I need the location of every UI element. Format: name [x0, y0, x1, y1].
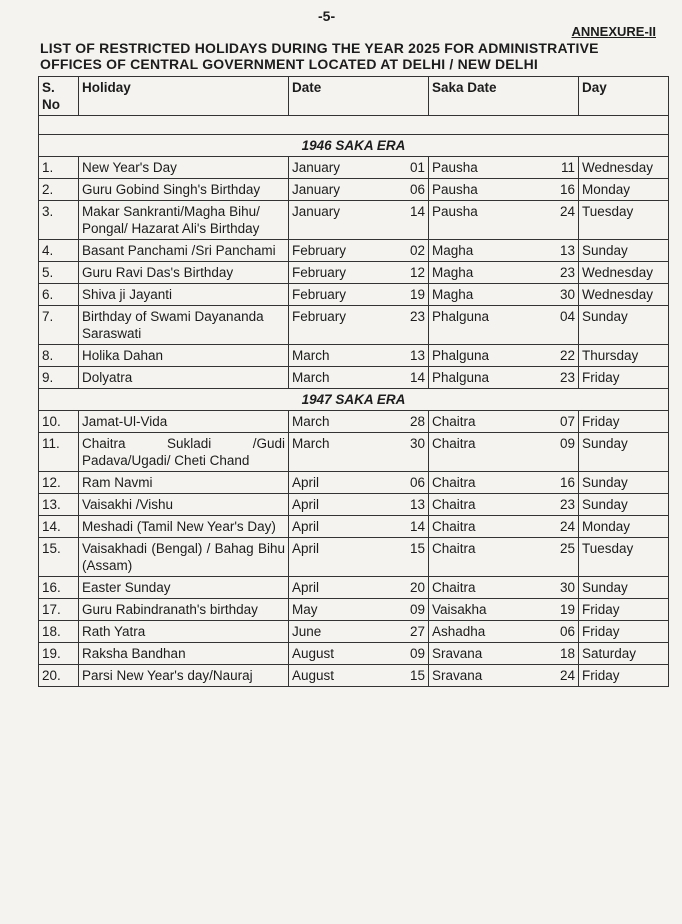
date-month: April: [292, 519, 320, 534]
table-row: [39, 538, 669, 577]
weekday: Friday: [579, 599, 669, 621]
date-month: April: [292, 497, 320, 512]
date-month: April: [292, 580, 320, 595]
date-month: January: [292, 204, 341, 219]
saka-date-cell: [429, 179, 579, 201]
date-day-number: 01: [409, 160, 425, 175]
weekday: Sunday: [579, 240, 669, 262]
date-day-number: 20: [409, 580, 425, 595]
table-row: [39, 472, 669, 494]
saka-date-cell: [429, 157, 579, 179]
saka-month: Magha: [432, 287, 474, 302]
serial-number: 6.: [39, 284, 79, 306]
serial-number: 13.: [39, 494, 79, 516]
weekday: Wednesday: [579, 262, 669, 284]
table-row: [39, 599, 669, 621]
saka-day-number: 16: [559, 182, 575, 197]
saka-date-cell: [429, 201, 579, 240]
table-row: [39, 643, 669, 665]
serial-number: 10.: [39, 411, 79, 433]
serial-number: 14.: [39, 516, 79, 538]
title-line-2: OFFICES OF CENTRAL GOVERNMENT LOCATED AT DELHI / NEW DELHI: [40, 56, 538, 72]
serial-number: 9.: [39, 367, 79, 389]
saka-day-number: 11: [560, 160, 575, 175]
saka-day-number: 24: [559, 668, 575, 683]
table-row: [39, 665, 669, 687]
table-row: [39, 179, 669, 201]
serial-number: 15.: [39, 538, 79, 577]
serial-number: 17.: [39, 599, 79, 621]
date-month: April: [292, 541, 320, 556]
date-cell: [289, 411, 429, 433]
weekday: Friday: [579, 367, 669, 389]
era-heading-1947: 1947 SAKA ERA: [39, 389, 669, 411]
date-day-number: 14: [409, 519, 425, 534]
saka-month: Chaitra: [432, 580, 476, 595]
holiday-name: Vaisakhadi (Bengal) / Bahag Bihu (Assam): [79, 538, 289, 577]
date-month: March: [292, 370, 330, 385]
saka-day-number: 19: [559, 602, 575, 617]
table-row: [39, 306, 669, 345]
weekday: Monday: [579, 179, 669, 201]
date-month: June: [292, 624, 322, 639]
spacer-row: [39, 116, 669, 135]
date-month: January: [292, 182, 341, 197]
saka-date-cell: [429, 306, 579, 345]
header-day: Day: [579, 77, 669, 116]
page-number: -5-: [318, 8, 336, 24]
saka-day-number: 24: [559, 204, 575, 219]
date-day-number: 23: [409, 309, 425, 324]
date-month: February: [292, 265, 347, 280]
date-cell: [289, 643, 429, 665]
saka-day-number: 23: [559, 370, 575, 385]
table-row: [39, 367, 669, 389]
saka-month: Pausha: [432, 160, 478, 175]
holiday-table-body: [39, 116, 669, 687]
serial-number: 8.: [39, 345, 79, 367]
date-day-number: 15: [409, 668, 425, 683]
saka-day-number: 13: [559, 243, 575, 258]
holiday-name: Guru Ravi Das's Birthday: [79, 262, 289, 284]
saka-day-number: 30: [559, 580, 575, 595]
weekday: Tuesday: [579, 201, 669, 240]
holiday-name: Guru Rabindranath's birthday: [79, 599, 289, 621]
holiday-name: Raksha Bandhan: [79, 643, 289, 665]
saka-month: Phalguna: [432, 348, 490, 363]
saka-date-cell: [429, 665, 579, 687]
saka-day-number: 23: [559, 265, 575, 280]
date-cell: [289, 306, 429, 345]
date-month: May: [292, 602, 318, 617]
saka-month: Phalguna: [432, 309, 490, 324]
date-cell: [289, 179, 429, 201]
weekday: Saturday: [579, 643, 669, 665]
saka-day-number: 30: [559, 287, 575, 302]
saka-month: Sravana: [432, 668, 483, 683]
date-month: February: [292, 287, 347, 302]
date-cell: [289, 284, 429, 306]
date-cell: [289, 665, 429, 687]
weekday: Sunday: [579, 577, 669, 599]
table-row: [39, 621, 669, 643]
date-month: August: [292, 668, 335, 683]
weekday: Tuesday: [579, 538, 669, 577]
date-cell: [289, 516, 429, 538]
serial-number: 3.: [39, 201, 79, 240]
serial-number: 4.: [39, 240, 79, 262]
date-cell: [289, 240, 429, 262]
date-cell: [289, 345, 429, 367]
header-row: [39, 77, 669, 116]
date-day-number: 30: [409, 436, 425, 451]
weekday: Monday: [579, 516, 669, 538]
weekday: Friday: [579, 621, 669, 643]
table-row: [39, 240, 669, 262]
saka-month: Pausha: [432, 204, 478, 219]
title-line-1: LIST OF RESTRICTED HOLIDAYS DURING THE YEAR 2025 FOR ADMINISTRATIVE: [40, 40, 599, 56]
saka-day-number: 25: [559, 541, 575, 556]
date-month: April: [292, 475, 320, 490]
serial-number: 2.: [39, 179, 79, 201]
date-day-number: 09: [409, 646, 425, 661]
saka-month: Vaisakha: [432, 602, 487, 617]
date-cell: [289, 599, 429, 621]
date-month: February: [292, 243, 347, 258]
date-day-number: 19: [409, 287, 425, 302]
saka-day-number: 04: [559, 309, 575, 324]
weekday: Sunday: [579, 472, 669, 494]
date-cell: [289, 472, 429, 494]
weekday: Wednesday: [579, 157, 669, 179]
annexure-label: ANNEXURE-II: [571, 24, 656, 39]
date-day-number: 12: [409, 265, 425, 280]
saka-day-number: 18: [559, 646, 575, 661]
saka-day-number: 23: [559, 497, 575, 512]
date-month: August: [292, 646, 335, 661]
saka-month: Pausha: [432, 182, 478, 197]
holiday-name: Parsi New Year's day/Nauraj: [79, 665, 289, 687]
holiday-name: Guru Gobind Singh's Birthday: [79, 179, 289, 201]
weekday: Sunday: [579, 433, 669, 472]
table-row: [39, 157, 669, 179]
saka-date-cell: [429, 240, 579, 262]
serial-number: 5.: [39, 262, 79, 284]
saka-month: Chaitra: [432, 541, 476, 556]
saka-day-number: 22: [559, 348, 575, 363]
date-day-number: 14: [409, 204, 425, 219]
saka-day-number: 16: [559, 475, 575, 490]
header-saka-date: Saka Date: [429, 77, 579, 116]
saka-month: Ashadha: [432, 624, 486, 639]
saka-month: Chaitra: [432, 519, 476, 534]
table-row: [39, 345, 669, 367]
table-row: [39, 494, 669, 516]
holiday-name: Rath Yatra: [79, 621, 289, 643]
holiday-name: Chaitra Sukladi /Gudi Padava/Ugadi/ Cheti Chand: [79, 433, 289, 472]
saka-date-cell: [429, 433, 579, 472]
holiday-name: New Year's Day: [79, 157, 289, 179]
date-month: January: [292, 160, 341, 175]
saka-month: Chaitra: [432, 497, 476, 512]
date-cell: [289, 201, 429, 240]
table-row: [39, 262, 669, 284]
serial-number: 18.: [39, 621, 79, 643]
saka-date-cell: [429, 516, 579, 538]
date-month: March: [292, 414, 330, 429]
date-cell: [289, 577, 429, 599]
table-row: [39, 411, 669, 433]
saka-month: Chaitra: [432, 475, 476, 490]
date-day-number: 27: [409, 624, 425, 639]
serial-number: 11.: [39, 433, 79, 472]
saka-date-cell: [429, 472, 579, 494]
saka-month: Magha: [432, 265, 474, 280]
table-row: [39, 577, 669, 599]
holiday-table: [38, 76, 669, 687]
date-cell: [289, 621, 429, 643]
saka-date-cell: [429, 494, 579, 516]
date-cell: [289, 494, 429, 516]
weekday: Thursday: [579, 345, 669, 367]
table-row: [39, 433, 669, 472]
saka-day-number: 07: [559, 414, 575, 429]
weekday: Friday: [579, 665, 669, 687]
holiday-name: Dolyatra: [79, 367, 289, 389]
holiday-name: Jamat-Ul-Vida: [79, 411, 289, 433]
serial-number: 20.: [39, 665, 79, 687]
holiday-name: Ram Navmi: [79, 472, 289, 494]
table-row: [39, 201, 669, 240]
date-day-number: 06: [409, 475, 425, 490]
saka-date-cell: [429, 262, 579, 284]
document-title: [40, 40, 660, 72]
holiday-name: Easter Sunday: [79, 577, 289, 599]
holiday-name: Basant Panchami /Sri Panchami: [79, 240, 289, 262]
holiday-name: Shiva ji Jayanti: [79, 284, 289, 306]
weekday: Sunday: [579, 306, 669, 345]
date-month: March: [292, 348, 330, 363]
saka-month: Phalguna: [432, 370, 490, 385]
date-day-number: 28: [409, 414, 425, 429]
era-heading-1946: 1946 SAKA ERA: [39, 135, 669, 157]
saka-date-cell: [429, 284, 579, 306]
saka-day-number: 06: [559, 624, 575, 639]
saka-month: Sravana: [432, 646, 483, 661]
holiday-name: Meshadi (Tamil New Year's Day): [79, 516, 289, 538]
date-day-number: 06: [409, 182, 425, 197]
saka-month: Chaitra: [432, 436, 476, 451]
date-day-number: 13: [409, 497, 425, 512]
date-month: March: [292, 436, 330, 451]
holiday-name: Holika Dahan: [79, 345, 289, 367]
holiday-name: Birthday of Swami Dayananda Saraswati: [79, 306, 289, 345]
date-cell: [289, 157, 429, 179]
weekday: Wednesday: [579, 284, 669, 306]
era-row-1947: [39, 389, 669, 411]
date-cell: [289, 262, 429, 284]
header-date: Date: [289, 77, 429, 116]
date-cell: [289, 367, 429, 389]
date-cell: [289, 538, 429, 577]
saka-date-cell: [429, 538, 579, 577]
serial-number: 19.: [39, 643, 79, 665]
serial-number: 7.: [39, 306, 79, 345]
holiday-name: Makar Sankranti/Magha Bihu/ Pongal/ Hazarat Ali's Birthday: [79, 201, 289, 240]
saka-date-cell: [429, 643, 579, 665]
header-sno: S. No: [39, 77, 79, 116]
date-day-number: 09: [409, 602, 425, 617]
table-row: [39, 516, 669, 538]
date-day-number: 02: [409, 243, 425, 258]
table-row: [39, 284, 669, 306]
saka-date-cell: [429, 345, 579, 367]
date-day-number: 15: [409, 541, 425, 556]
saka-date-cell: [429, 411, 579, 433]
saka-month: Magha: [432, 243, 474, 258]
saka-date-cell: [429, 599, 579, 621]
date-day-number: 14: [409, 370, 425, 385]
saka-day-number: 24: [559, 519, 575, 534]
serial-number: 16.: [39, 577, 79, 599]
era-row-1946: [39, 135, 669, 157]
saka-date-cell: [429, 577, 579, 599]
saka-date-cell: [429, 367, 579, 389]
saka-day-number: 09: [559, 436, 575, 451]
date-month: February: [292, 309, 347, 324]
header-holiday: Holiday: [79, 77, 289, 116]
holiday-name: Vaisakhi /Vishu: [79, 494, 289, 516]
date-day-number: 13: [409, 348, 425, 363]
weekday: Sunday: [579, 494, 669, 516]
saka-date-cell: [429, 621, 579, 643]
weekday: Friday: [579, 411, 669, 433]
serial-number: 1.: [39, 157, 79, 179]
saka-month: Chaitra: [432, 414, 476, 429]
serial-number: 12.: [39, 472, 79, 494]
date-cell: [289, 433, 429, 472]
